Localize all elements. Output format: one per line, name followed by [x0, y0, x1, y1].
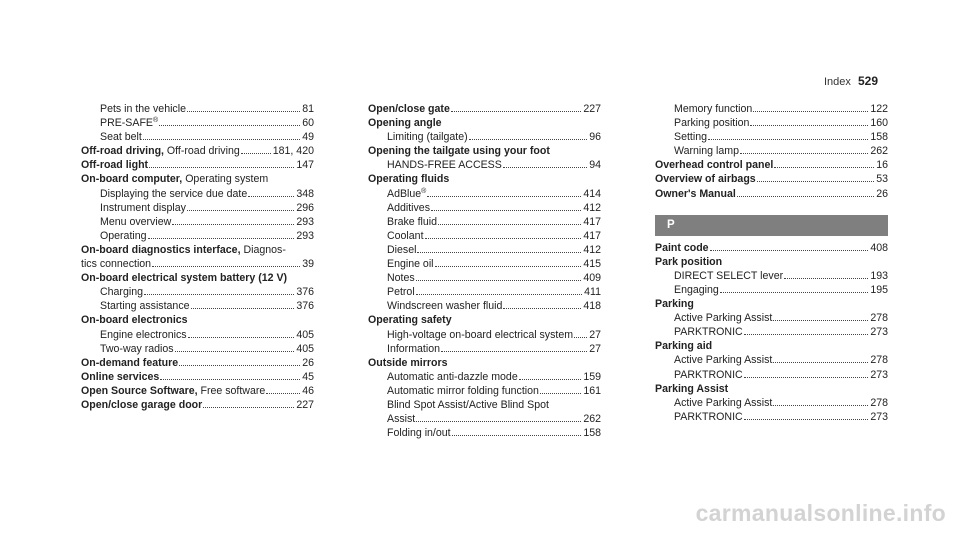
dot-leader	[427, 196, 581, 197]
page-reference: 227	[583, 103, 601, 115]
dot-leader	[416, 421, 581, 422]
page-reference: 408	[870, 241, 888, 254]
page-reference: 348	[296, 187, 314, 200]
index-subentry	[655, 102, 888, 116]
section-letter-p: P	[655, 215, 888, 236]
dot-leader	[159, 125, 300, 126]
index-column-1	[81, 102, 314, 412]
dot-leader	[710, 250, 869, 251]
index-entry	[368, 356, 601, 370]
index-entry	[81, 398, 314, 412]
index-entry	[655, 172, 888, 186]
dot-leader	[708, 139, 868, 140]
dot-leader	[452, 435, 582, 436]
dot-leader	[451, 111, 581, 112]
index-subentry	[368, 243, 601, 257]
page-reference: 273	[870, 410, 888, 423]
index-subentry	[368, 201, 601, 215]
dot-leader	[540, 393, 581, 394]
index-subentry	[81, 257, 314, 271]
entry-label: Park position	[655, 255, 723, 268]
entry-label: Diesel	[387, 243, 417, 256]
page-reference: 418	[583, 300, 601, 313]
entry-label: Petrol	[387, 286, 415, 299]
entry-label: Assist	[387, 413, 416, 426]
dot-leader	[574, 337, 587, 338]
page-reference: 147	[296, 159, 314, 172]
page-reference: 414	[583, 187, 601, 200]
entry-label: Instrument display	[100, 201, 186, 214]
dot-leader	[203, 407, 294, 408]
entry-label: Overhead control panel	[655, 159, 774, 172]
index-subentry	[81, 187, 314, 201]
page-reference: 417	[583, 229, 601, 242]
entry-label: On-demand feature	[81, 356, 179, 369]
page-reference: 415	[583, 258, 601, 271]
index-subentry	[81, 342, 314, 356]
entry-label: Opening angle	[368, 117, 442, 130]
page-reference: 81	[302, 103, 314, 115]
index-entry	[81, 356, 314, 370]
index-entry	[655, 382, 888, 396]
index-subentry	[81, 299, 314, 313]
dot-leader	[179, 365, 300, 366]
index-subentry	[655, 410, 888, 424]
entry-label: PARKTRONIC	[674, 368, 743, 381]
entry-label: Engine electronics	[100, 328, 187, 341]
index-entry	[368, 313, 601, 327]
entry-label: Overview of airbags	[655, 173, 756, 186]
entry-label: Blind Spot Assist/Active Blind Spot	[387, 398, 549, 411]
index-subentry	[81, 328, 314, 342]
index-entry	[81, 370, 314, 384]
page-reference: 278	[870, 354, 888, 367]
index-subentry	[81, 201, 314, 215]
page-reference: 49	[302, 131, 314, 144]
dot-leader	[248, 196, 294, 197]
entry-label: Outside mirrors	[368, 356, 448, 369]
index-subentry	[81, 116, 314, 130]
entry-label: On-board electronics	[81, 314, 188, 327]
page-reference: 27	[589, 328, 601, 341]
entry-label: Limiting (tailgate)	[387, 131, 468, 144]
dot-leader	[784, 278, 868, 279]
dot-leader	[188, 337, 295, 338]
dot-leader	[773, 405, 868, 406]
dot-leader	[438, 224, 581, 225]
page-reference: 158	[583, 427, 601, 440]
index-entry	[655, 158, 888, 172]
entry-label: tics connection	[81, 258, 152, 271]
entry-label: Setting	[674, 131, 707, 144]
entry-label: HANDS-FREE ACCESS	[387, 159, 502, 172]
index-entry	[368, 144, 601, 158]
page-reference: 411	[584, 286, 601, 299]
entry-label: Opening the tailgate using your foot	[368, 145, 550, 158]
entry-label: Active Parking Assist	[674, 396, 773, 409]
dot-leader	[469, 139, 588, 140]
dot-leader	[435, 266, 582, 267]
entry-label: DIRECT SELECT lever	[674, 269, 784, 282]
entry-label: Seat belt	[100, 131, 142, 144]
index-entry	[655, 339, 888, 353]
page-reference: 278	[870, 396, 888, 409]
entry-label: Warning lamp	[674, 145, 739, 158]
entry-label: Operating fluids	[368, 173, 450, 186]
dot-leader	[425, 238, 582, 239]
index-entry	[655, 187, 888, 201]
page-reference: 45	[302, 370, 314, 383]
page-reference: 96	[589, 131, 601, 144]
page-reference: 161	[583, 384, 601, 397]
entry-label: Online services	[81, 370, 160, 383]
page-reference: 293	[296, 229, 314, 242]
entry-label: AdBlue®	[387, 187, 427, 200]
page-reference: 376	[296, 286, 314, 299]
page-reference: 293	[296, 215, 314, 228]
entry-label: Information	[387, 342, 440, 355]
index-entry	[81, 172, 314, 186]
page-reference: 27	[589, 342, 601, 355]
dot-leader	[503, 308, 581, 309]
dot-leader	[503, 167, 587, 168]
page-reference: 53	[876, 173, 888, 186]
dot-leader	[152, 266, 300, 267]
page-reference: 278	[870, 312, 888, 325]
page-reference: 376	[296, 300, 314, 313]
index-entry	[81, 271, 314, 285]
index-entry	[81, 313, 314, 327]
index-subentry	[655, 283, 888, 297]
index-subentry	[81, 102, 314, 116]
entry-label: Parking	[655, 298, 694, 311]
index-column-3	[655, 102, 888, 424]
dot-leader	[757, 181, 875, 182]
entry-label: Two-way radios	[100, 342, 174, 355]
page-reference: 46	[302, 384, 314, 397]
index-entry	[81, 144, 314, 158]
dot-leader	[441, 351, 587, 352]
dot-leader	[744, 377, 869, 378]
dot-leader	[773, 362, 868, 363]
dot-leader	[737, 196, 874, 197]
index-group-p	[655, 241, 888, 424]
index-subentry	[368, 412, 601, 426]
index-subentry	[655, 311, 888, 325]
entry-label: On-board computer, Operating system	[81, 173, 269, 186]
entry-label: On-board electrical system battery (12 V)	[81, 272, 288, 285]
entry-label: Folding in/out	[387, 427, 451, 440]
dot-leader	[773, 320, 868, 321]
page-reference: 26	[876, 187, 888, 200]
index-subentry	[81, 285, 314, 299]
index-subentry	[368, 271, 601, 285]
entry-label: Automatic anti-dazzle mode	[387, 370, 518, 383]
entry-label: Parking position	[674, 117, 750, 130]
entry-label: Additives	[387, 201, 430, 214]
page-reference: 412	[583, 201, 601, 214]
entry-label: Engaging	[674, 283, 719, 296]
page-reference: 195	[870, 283, 888, 296]
page-reference: 405	[296, 328, 314, 341]
index-subentry	[368, 130, 601, 144]
watermark: carmanualsonline.info	[695, 500, 946, 526]
index-subentry	[81, 215, 314, 229]
dot-leader	[144, 294, 294, 295]
entry-label: PARKTRONIC	[674, 410, 743, 423]
index-entry	[368, 102, 601, 116]
dot-leader	[417, 252, 581, 253]
index-subentry	[368, 299, 601, 313]
entry-label: Off-road light	[81, 159, 149, 172]
entry-label: PARKTRONIC	[674, 326, 743, 339]
entry-label: Automatic mirror folding function	[387, 384, 539, 397]
index-entry	[655, 297, 888, 311]
dot-leader	[187, 111, 300, 112]
dot-leader	[416, 294, 582, 295]
dot-leader	[431, 210, 581, 211]
entry-label: Parking Assist	[655, 382, 729, 395]
dot-leader	[750, 125, 868, 126]
entry-label: Operating safety	[368, 314, 452, 327]
entry-label: Active Parking Assist	[674, 354, 773, 367]
dot-leader	[744, 419, 869, 420]
entry-label: PRE-SAFE®	[100, 117, 159, 130]
index-subentry	[368, 229, 601, 243]
dot-leader	[744, 334, 869, 335]
index-subentry	[368, 187, 601, 201]
page-reference: 158	[870, 131, 888, 144]
entry-label: Operating	[100, 229, 147, 242]
entry-label: High-voltage on-board electrical system	[387, 328, 574, 341]
index-entry	[655, 255, 888, 269]
index-entry	[81, 243, 314, 257]
entry-label: Displaying the service due date	[100, 187, 248, 200]
page-reference: 26	[302, 356, 314, 369]
dot-leader	[519, 379, 582, 380]
page-reference: 94	[589, 159, 601, 172]
index-entry	[368, 116, 601, 130]
dot-leader	[149, 167, 294, 168]
page-reference: 181, 420	[272, 145, 314, 158]
dot-leader	[241, 153, 271, 154]
page-reference: 409	[583, 272, 601, 285]
index-subentry	[368, 215, 601, 229]
page-reference: 193	[870, 269, 888, 282]
page-reference: 273	[870, 326, 888, 339]
page-reference: 262	[583, 413, 601, 426]
index-subentry	[368, 328, 601, 342]
entry-label: Menu overview	[100, 215, 172, 228]
page-reference: 160	[870, 117, 888, 130]
entry-label: Pets in the vehicle	[100, 103, 186, 115]
page-reference: 405	[296, 342, 314, 355]
dot-leader	[143, 139, 300, 140]
header-title: Index	[823, 76, 851, 88]
index-subentry	[368, 370, 601, 384]
dot-leader	[753, 111, 868, 112]
index-subentry	[655, 396, 888, 410]
index-subentry	[368, 384, 601, 398]
page-reference: 16	[876, 159, 888, 172]
index-subentry	[368, 257, 601, 271]
page-reference: 412	[583, 243, 601, 256]
page-number: 529	[857, 74, 878, 88]
index-subentry	[655, 368, 888, 382]
index-subentry	[368, 158, 601, 172]
index-subentry	[655, 353, 888, 367]
entry-label: Active Parking Assist	[674, 312, 773, 325]
index-subentry	[655, 116, 888, 130]
page-reference: 262	[870, 145, 888, 158]
index-subentry	[655, 130, 888, 144]
entry-label: Owner's Manual	[655, 187, 736, 200]
index-subentry	[368, 285, 601, 299]
index-group-o	[655, 102, 888, 201]
index-subentry	[81, 130, 314, 144]
index-entry	[655, 241, 888, 255]
entry-label: Engine oil	[387, 258, 434, 271]
entry-label: Paint code	[655, 241, 709, 254]
dot-leader	[172, 224, 294, 225]
entry-label: Open/close garage door	[81, 398, 203, 411]
index-subentry	[655, 269, 888, 283]
index-entry	[81, 158, 314, 172]
entry-label: Notes	[387, 272, 415, 285]
dot-leader	[175, 351, 295, 352]
index-column-2	[368, 102, 601, 440]
index-entry	[368, 172, 601, 186]
index-subentry	[368, 426, 601, 440]
dot-leader	[740, 153, 868, 154]
entry-label: Open Source Software, Free software	[81, 384, 266, 397]
entry-label: Starting assistance	[100, 300, 190, 313]
page-reference: 122	[870, 103, 888, 115]
entry-label: Off-road driving, Off-road driving	[81, 145, 240, 158]
dot-leader	[266, 393, 300, 394]
page-reference: 417	[583, 215, 601, 228]
index-entry	[81, 384, 314, 398]
page-reference: 273	[870, 368, 888, 381]
dot-leader	[720, 292, 869, 293]
page-reference: 296	[296, 201, 314, 214]
page-reference: 60	[302, 117, 314, 130]
page-reference: 39	[302, 258, 314, 271]
entry-label: Parking aid	[655, 340, 713, 353]
page-header	[824, 74, 878, 88]
dot-leader	[187, 210, 294, 211]
dot-leader	[148, 238, 295, 239]
entry-label: Memory function	[674, 103, 753, 115]
dot-leader	[774, 167, 874, 168]
dot-leader	[416, 280, 582, 281]
index-subentry	[368, 398, 601, 412]
entry-label: On-board diagnostics interface, Diagnos-	[81, 243, 286, 256]
index-subentry	[81, 229, 314, 243]
entry-label: Open/close gate	[368, 103, 450, 115]
index-subentry	[655, 325, 888, 339]
entry-label: Windscreen washer fluid	[387, 300, 503, 313]
index-subentry	[655, 144, 888, 158]
dot-leader	[191, 308, 295, 309]
index-subentry	[368, 342, 601, 356]
dot-leader	[160, 379, 300, 380]
entry-label: Charging	[100, 286, 143, 299]
entry-label: Coolant	[387, 229, 424, 242]
page-reference: 227	[296, 398, 314, 411]
page-reference: 159	[583, 370, 601, 383]
entry-label: Brake fluid	[387, 215, 438, 228]
